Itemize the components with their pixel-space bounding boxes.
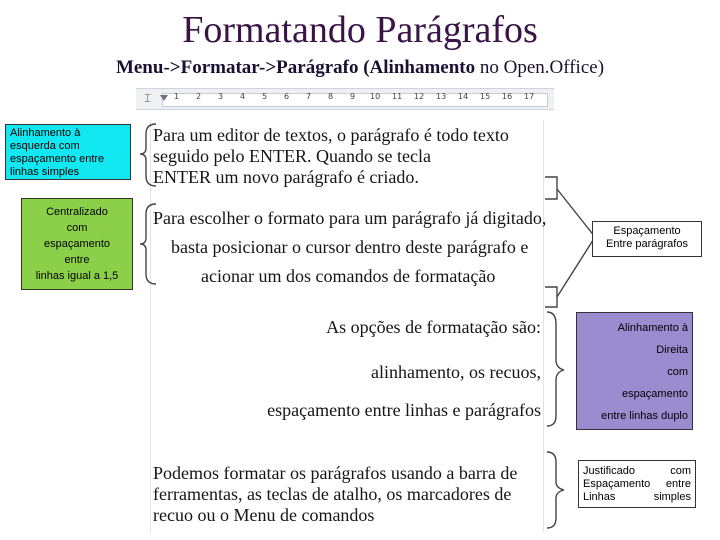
brace-paragraph-2 xyxy=(140,204,156,284)
paragraph-4-line: ferramentas, as teclas de atalho, os marcadores de xyxy=(153,484,512,504)
ruler-tick: 1 xyxy=(174,92,180,101)
ruler-tick: 4 xyxy=(240,92,246,101)
note-line: esquerda com xyxy=(10,140,80,152)
paragraph-1-line: Para um editor de textos, o parágrafo é todo texto xyxy=(153,125,509,145)
paragraph-1-line: seguido pelo ENTER. Quando se tecla xyxy=(153,146,431,166)
ruler-tick: 2 xyxy=(196,92,202,101)
subtitle-suffix: no Open.Office) xyxy=(475,57,605,78)
brace-paragraph-1 xyxy=(140,124,156,186)
paragraph-3-line: espaçamento entre linhas e parágrafos xyxy=(267,400,541,420)
tab-stop-icon[interactable]: ⌶ xyxy=(144,91,152,105)
note-line: Centralizado xyxy=(46,206,108,218)
note-line: espaçamento xyxy=(43,238,111,250)
paragraph-2-line: Para escolher o formato para um parágrafo já digitado, xyxy=(153,208,547,228)
ruler-tick: 10 xyxy=(370,92,381,101)
note-line: entre linhas duplo xyxy=(601,410,688,422)
note-left-alignment xyxy=(5,124,131,180)
note-right-alignment xyxy=(576,312,693,430)
note-line: entre xyxy=(64,254,90,266)
note-line: Entre parágrafos xyxy=(606,238,688,250)
slide-title: Formatando Parágrafos xyxy=(182,9,538,51)
ruler-tick: 13 xyxy=(436,92,447,101)
ruler-tick: 3 xyxy=(218,92,224,101)
note-line: com xyxy=(667,366,688,378)
bracket-spacing-bottom xyxy=(545,287,557,307)
ruler-tick: 5 xyxy=(262,92,268,101)
note-line: Alinhamento à xyxy=(10,127,81,139)
ruler-tick: 8 xyxy=(328,92,334,101)
note-line: Espaçamento entre xyxy=(583,478,691,490)
ruler-tick: 11 xyxy=(392,92,403,101)
ruler-tick: 6 xyxy=(284,92,290,101)
note-line: linhas igual a 1,5 xyxy=(35,270,119,282)
paragraph-4-line: recuo ou o Menu de comandos xyxy=(153,505,375,525)
note-line: Direita xyxy=(656,344,688,356)
paragraph-1-line: ENTER um novo parágrafo é criado. xyxy=(153,167,419,187)
bracket-spacing-top xyxy=(545,177,557,199)
ruler-tick: 7 xyxy=(306,92,312,101)
note-line: Linhas simples xyxy=(583,491,691,503)
note-line: espaçamento xyxy=(621,388,688,400)
ruler-tick: 16 xyxy=(502,92,513,101)
brace-paragraph-3 xyxy=(547,312,564,426)
ruler-tick: 17 xyxy=(524,92,535,101)
paragraph-4-line: Podemos formatar os parágrafos usando a barra de xyxy=(153,463,518,483)
ruler-tick: 12 xyxy=(414,92,425,101)
note-line: linhas simples xyxy=(10,166,80,178)
spacing-connector xyxy=(557,189,595,297)
note-line: com xyxy=(66,222,88,234)
note-paragraph-spacing xyxy=(592,221,702,257)
ruler-tick: 9 xyxy=(350,92,356,101)
note-line: Alinhamento à xyxy=(617,322,688,334)
note-line: Justificado com xyxy=(583,465,691,477)
ruler-tick: 14 xyxy=(458,92,469,101)
subtitle-menu-path: Menu->Formatar->Parágrafo (Alinhamento xyxy=(115,57,476,78)
paragraph-2-line: acionar um dos comandos de formatação xyxy=(201,266,496,286)
note-line: Espaçamento xyxy=(613,225,681,237)
paragraph-3-line: As opções de formatação são: xyxy=(326,317,541,337)
note-line: espaçamento entre xyxy=(10,153,105,165)
paragraph-2-line: basta posicionar o cursor dentro deste parágrafo e xyxy=(171,237,529,257)
brace-paragraph-4 xyxy=(547,452,564,528)
ruler-tick: 15 xyxy=(480,92,491,101)
note-centered xyxy=(21,198,133,290)
note-justified xyxy=(578,460,696,508)
paragraph-3-line: alinhamento, os recuos, xyxy=(371,362,541,382)
